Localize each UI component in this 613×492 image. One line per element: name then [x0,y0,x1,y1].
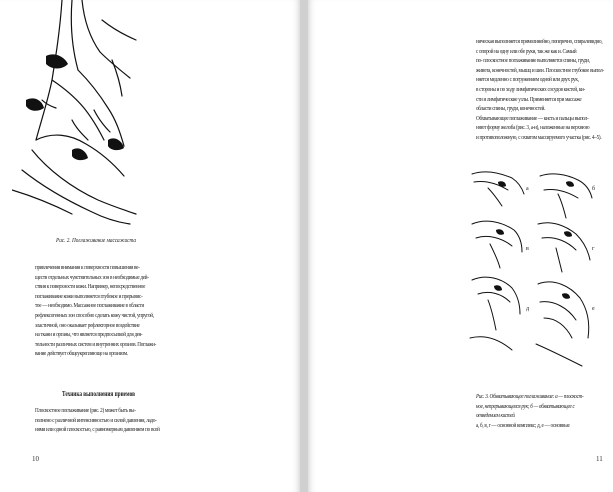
left-section-text [35,406,275,435]
text-line: рефлексогенных зон способно сделать кожу чистой, упругой, [35,311,154,319]
text-line: области спины, груди, конечностей. [476,105,546,113]
text-line: привлечения внимания к поверхности повышения ве- [35,264,140,271]
text-line: тое — необходимо. Массажное поглаживание в области [35,302,144,310]
text-line: Обхватывающее поглаживание — кисть и пальцы выпол- [476,114,589,122]
text-line: и противоположную, с охватом массируемого участка (рис. 4–5). [476,133,602,141]
text-line: вание действует общеукрепляюще на организм. [35,350,128,358]
text-line: на ткани и органы, что является предпосылкой для дея- [35,331,143,339]
text-line: сти и лимфатические узлы. Применяется при массаже [476,95,582,103]
text-line: тельности различных систем и внутренних органов. Поглажи- [35,340,157,348]
text-line: поглаживание кожи выполняется глубокое и прерывис- [35,292,143,300]
subfig-label-e: д [526,306,530,312]
text-line: полнено с различной интенсивностью и силой давления, ладо- [35,416,157,424]
text-line: ническая выполняется прямолинейно, поперечно, спиралевидно, [476,38,603,45]
subfig-label-b: б [592,186,596,192]
figure-caption-left: Рис. 2. Поглаживание массажиста [56,237,136,244]
subfig-label-a: а [526,186,529,192]
text-line: ществ отдельных чувствительных зон в необходимые дей- [35,273,149,281]
subfig-label-d: г [592,246,595,252]
page-number-left: 10 [32,455,39,463]
text-line: Плоскостное поглаживание (рис. 2) может быть вы- [35,407,136,414]
text-line: живота, конечностей, мышц и шеи. Плоскостное глубокое выпол- [476,66,604,74]
right-body-text [476,37,606,143]
caption-line: ное, непрерывающееся рук; б — обхватывающее с [476,402,575,410]
text-line: пo- плоскостное поглаживание выполняется спины, груди, [476,57,590,65]
text-line: эластичной, оно оказывает рефлекторное воздействие [35,321,140,329]
left-body-text [35,263,275,359]
text-line: нями или одной плоскостью, с равномерным давлением по всей [35,426,160,434]
section-heading: Техника выполнения приемов [62,391,135,398]
caption-line: Рис. 3. Обхватывающее поглаживание: а — плоскост- [476,393,584,400]
text-line: няют форму желоба (рис. 3, а-и), наложенные на верхнюю [476,124,590,132]
text-line: няется медленно с погружением одной или двух рук, [476,76,579,84]
caption-line: отведением кистей [476,412,515,420]
caption-line: а, б, в, г — основной комплекс; д, е — основные [476,421,570,429]
subfig-label-f: е [592,306,595,312]
hands-illustration-grid [468,168,596,374]
massage-illustration [12,0,140,226]
text-line: в стороны и по ходу лимфатических сосудов кистей, ки- [476,85,585,93]
text-line: ствия к поверхности кожи. Например, непосредственное [35,283,146,291]
book-gutter [300,0,308,492]
subfig-label-c: в [526,246,529,252]
right-page [308,0,613,492]
left-page [0,0,300,492]
right-figure-caption [476,392,606,430]
text-line: с опорой на одну или обе руки, так же как и. Самый [476,47,577,55]
page-number-right: 11 [596,455,603,463]
